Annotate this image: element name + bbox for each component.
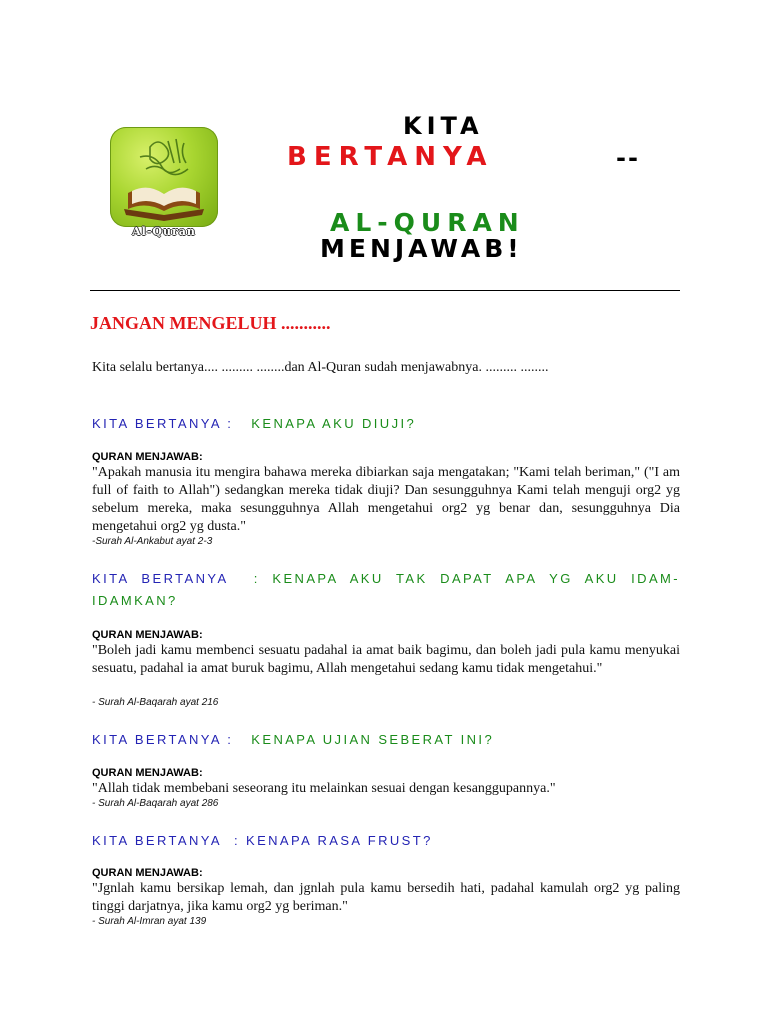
title-alquran: AL-QURAN	[330, 208, 525, 237]
question-1	[92, 413, 680, 435]
quran-book-icon	[110, 127, 218, 227]
answer-text: "Allah tidak membebani seseorang itu melainkan sesuai dengan kesanggupannya."	[92, 781, 556, 796]
question-text: KENAPA AKU DIUJI?	[251, 416, 417, 431]
answer-source: -Surah Al-Ankabut ayat 2-3	[92, 536, 213, 547]
question-label: KITA BERTANYA :	[92, 416, 234, 431]
question-label: KITA BERTANYA :	[92, 732, 234, 747]
al-quran-logo	[110, 127, 218, 241]
title-bertanya: BERTANYA	[287, 142, 494, 172]
question-3	[92, 729, 680, 751]
answer-text: "Boleh jadi kamu membenci sesuatu padahal ia amat baik bagimu, dan boleh jadi pula kamu menyukai sesuatu, padahal ia amat buruk bagimu, Allah mengetahui sedang kamu tidak mengetahui."	[92, 643, 680, 676]
horizontal-divider	[90, 290, 680, 291]
answer-label: QURAN MENJAWAB:	[92, 767, 203, 779]
answer-label: QURAN MENJAWAB:	[92, 629, 203, 641]
question-label: KITA BERTANYA	[92, 571, 229, 586]
question-label: KITA BERTANYA	[92, 833, 222, 848]
answer-label: QURAN MENJAWAB:	[92, 867, 203, 879]
answer-source: - Surah Al-Baqarah ayat 286	[92, 798, 219, 809]
question-text: : KENAPA RASA FRUST?	[233, 833, 433, 848]
title-menjawab: MENJAWAB!	[320, 234, 523, 263]
section-heading: JANGAN MENGELUH ...........	[90, 313, 331, 333]
question-2	[92, 568, 680, 612]
question-text: : KENAPA AKU TAK DAPAT APA YG AKU IDAM-IDAMKAN?	[92, 571, 680, 608]
question-4	[92, 830, 680, 852]
title-kita: KITA	[403, 112, 484, 140]
answer-source: - Surah Al-Baqarah ayat 216	[92, 697, 219, 708]
logo-caption: Al-Quran	[132, 225, 196, 238]
question-text: KENAPA UJIAN SEBERAT INI?	[251, 732, 495, 747]
answer-label: QURAN MENJAWAB:	[92, 451, 203, 463]
title-dash: --	[616, 144, 640, 172]
intro-text: Kita selalu bertanya.... ......... ........dan Al-Quran sudah menjawabnya. ......... ........	[92, 360, 549, 375]
answer-text: "Apakah manusia itu mengira bahawa mereka dibiarkan saja mengatakan; "Kami telah beriman," ("I am full of faith to Allah") sedangkan mereka tidak diuji? Dan sesungguhnya Kami telah menguji org2 yg sebelum mereka, maka sesungguhnya Allah mengetahui org2 yg benar dan, sesungguhnya Dia mengetahui org2 yg dusta."	[92, 465, 680, 534]
answer-source: - Surah Al-Imran ayat 139	[92, 916, 207, 927]
answer-text: "Jgnlah kamu bersikap lemah, dan jgnlah pula kamu bersedih hati, padahal kamulah org2 yg paling tinggi darjatnya, jika kamu org2 yg beriman."	[92, 881, 680, 914]
